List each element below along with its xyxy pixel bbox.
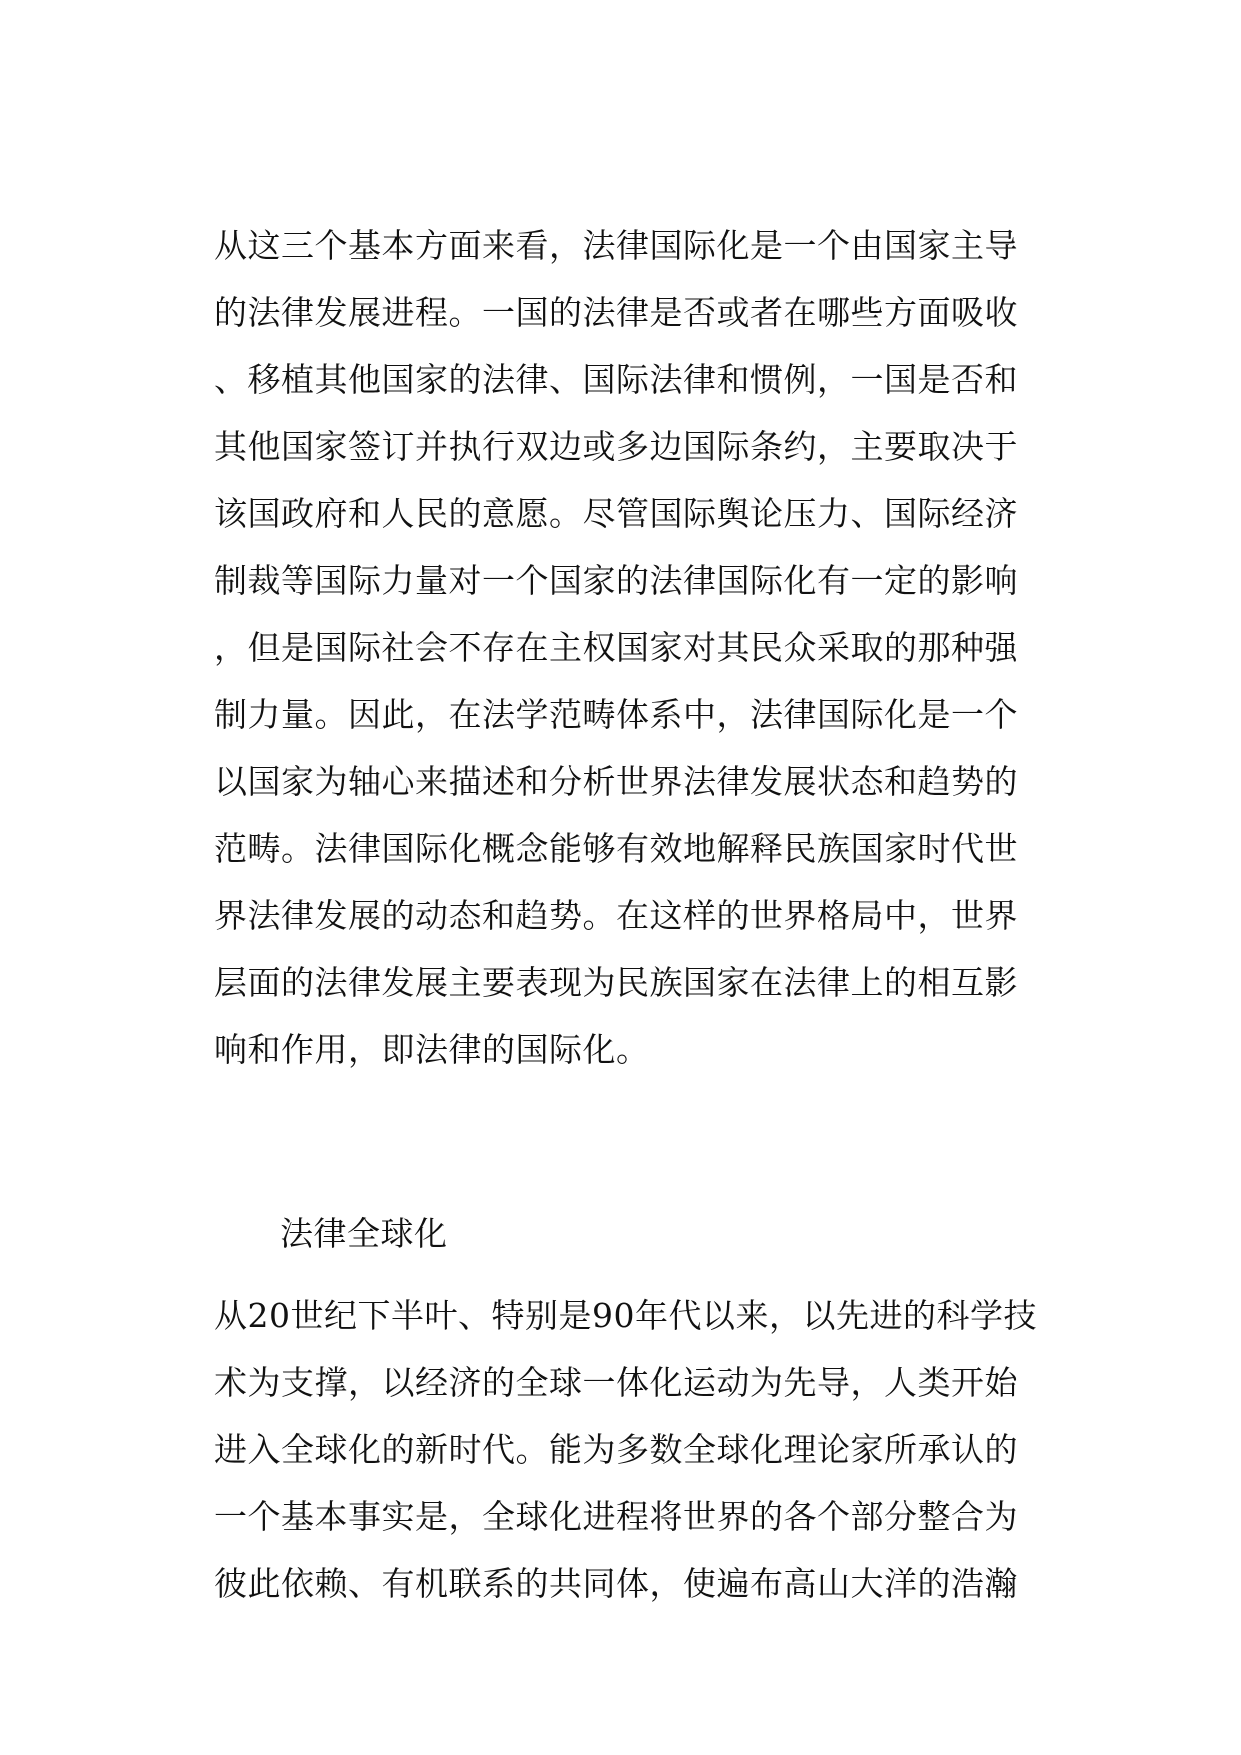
text-line: 从20世纪下半叶、特别是90年代以来，以先进的科学技 (214, 1296, 1037, 1335)
paragraph-legal-internationalization (214, 212, 1018, 1083)
section-heading (280, 1200, 1080, 1267)
text-line: 响和作用，即法律的国际化。 (214, 1030, 650, 1069)
text-line: 进入全球化的新时代。能为多数全球化理论家所承认的 (214, 1430, 1018, 1469)
text-line: 界法律发展的动态和趋势。在这样的世界格局中，世界 (214, 896, 1018, 935)
text-line: ，但是国际社会不存在主权国家对其民众采取的那种强 (214, 628, 1018, 667)
text-line: 该国政府和人民的意愿。尽管国际舆论压力、国际经济 (214, 494, 1018, 533)
section-heading-text: 法律全球化 (280, 1214, 448, 1253)
text-line: 一个基本事实是，全球化进程将世界的各个部分整合为 (214, 1497, 1018, 1536)
text-line: 术为支撑，以经济的全球一体化运动为先导，人类开始 (214, 1363, 1018, 1402)
text-line: 、移植其他国家的法律、国际法律和惯例，一国是否和 (214, 360, 1018, 399)
text-line: 彼此依赖、有机联系的共同体，使遍布高山大洋的浩瀚 (214, 1564, 1018, 1603)
paragraph-legal-globalization (214, 1282, 1037, 1617)
text-line: 其他国家签订并执行双边或多边国际条约，主要取决于 (214, 427, 1018, 466)
text-line: 层面的法律发展主要表现为民族国家在法律上的相互影 (214, 963, 1018, 1002)
text-line: 以国家为轴心来描述和分析世界法律发展状态和趋势的 (214, 762, 1018, 801)
text-line: 范畴。法律国际化概念能够有效地解释民族国家时代世 (214, 829, 1018, 868)
text-line: 制裁等国际力量对一个国家的法律国际化有一定的影响 (214, 561, 1018, 600)
text-line: 从这三个基本方面来看，法律国际化是一个由国家主导 (214, 226, 1018, 265)
text-line: 制力量。因此，在法学范畴体系中，法律国际化是一个 (214, 695, 1018, 734)
text-line: 的法律发展进程。一国的法律是否或者在哪些方面吸收 (214, 293, 1018, 332)
